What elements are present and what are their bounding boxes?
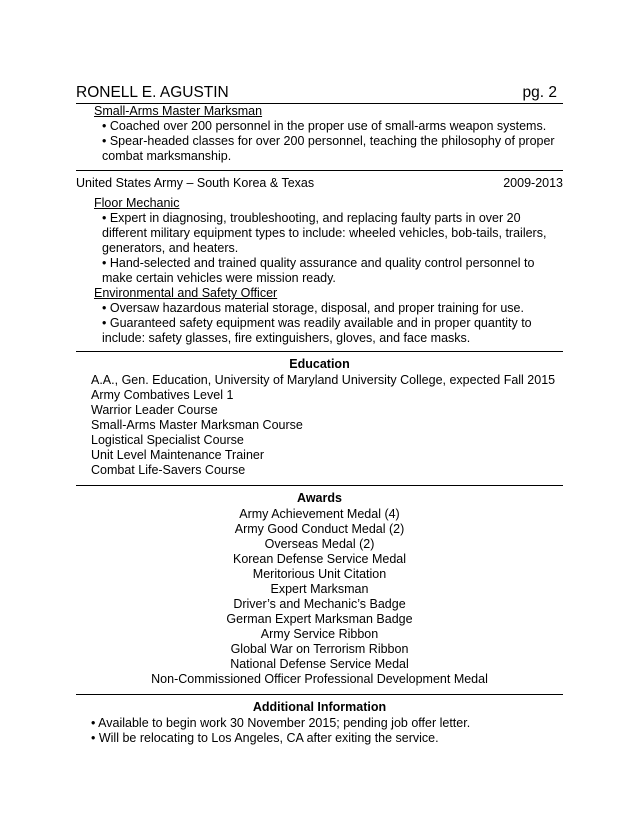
bullet: • Guaranteed safety equipment was readily available and in proper quantity to (102, 316, 532, 330)
role-title: Environmental and Safety Officer (94, 286, 278, 300)
section-divider (76, 485, 563, 486)
section-title: Awards (297, 491, 342, 505)
section-title: Education (289, 357, 350, 371)
education-item: Small-Arms Master Marksman Course (91, 418, 303, 432)
employer: United States Army – South Korea & Texas (76, 176, 315, 190)
award-item: Army Achievement Medal (4) (239, 507, 400, 521)
job-header (76, 175, 563, 196)
section-title: Additional Information (252, 700, 387, 714)
award-item: Global War on Terrorism Ribbon (230, 642, 409, 656)
page-number: pg. 2 (522, 84, 557, 101)
section-divider (76, 170, 563, 171)
education-item: A.A., Gen. Education, University of Maryland University College, expected Fall 2015 (91, 373, 556, 387)
bullet-continuation: generators, and heaters. (102, 241, 239, 255)
section-divider (76, 351, 563, 352)
bullet: • Coached over 200 personnel in the proper use of small-arms weapon systems. (102, 119, 547, 133)
bullet: • Spear-headed classes for over 200 personnel, teaching the philosophy of proper (102, 134, 555, 148)
award-item: Expert Marksman (270, 582, 369, 596)
award-item: Overseas Medal (2) (264, 537, 375, 551)
award-item: National Defense Service Medal (230, 657, 409, 671)
page-header (76, 84, 563, 104)
education-item: Warrior Leader Course (91, 403, 218, 417)
bullet-continuation: include: safety glasses, fire extinguishers, gloves, and face masks. (102, 331, 471, 345)
bullet-continuation: different military equipment types to include: wheeled vehicles, bob-tails, trailers, (102, 226, 547, 240)
award-item: Army Service Ribbon (260, 627, 379, 641)
education-item: Army Combatives Level 1 (91, 388, 234, 402)
resume-page (76, 84, 563, 746)
previous-role (76, 104, 563, 164)
additional-item: • Available to begin work 30 November 2015; pending job offer letter. (91, 716, 471, 730)
bullet-continuation: make certain vehicles were mission ready. (102, 271, 336, 285)
award-item: Driver’s and Mechanic’s Badge (233, 597, 406, 611)
additional-item: • Will be relocating to Los Angeles, CA after exiting the service. (91, 731, 439, 745)
section-divider (76, 694, 563, 695)
awards-section (76, 490, 563, 687)
education-item: Logistical Specialist Course (91, 433, 244, 447)
bullet: • Oversaw hazardous material storage, disposal, and proper training for use. (102, 301, 524, 315)
job-roles (76, 196, 563, 346)
additional-section (76, 699, 563, 746)
award-item: Non-Commissioned Officer Professional Development Medal (151, 672, 488, 686)
education-item: Unit Level Maintenance Trainer (91, 448, 265, 462)
award-item: Meritorious Unit Citation (252, 567, 387, 581)
education-item: Combat Life-Savers Course (91, 463, 246, 477)
role-title: Small-Arms Master Marksman (94, 104, 263, 118)
role-title: Floor Mechanic (94, 196, 180, 210)
bullet-continuation: combat marksmanship. (102, 149, 232, 163)
bullet: • Hand-selected and trained quality assurance and quality control personnel to (102, 256, 535, 270)
education-section (76, 356, 563, 478)
award-item: Korean Defense Service Medal (232, 552, 406, 566)
award-item: German Expert Marksman Badge (226, 612, 413, 626)
award-item: Army Good Conduct Medal (2) (234, 522, 405, 536)
job-dates: 2009-2013 (503, 176, 563, 190)
candidate-name: RONELL E. AGUSTIN (76, 84, 229, 101)
bullet: • Expert in diagnosing, troubleshooting, and replacing faulty parts in over 20 (102, 211, 521, 225)
